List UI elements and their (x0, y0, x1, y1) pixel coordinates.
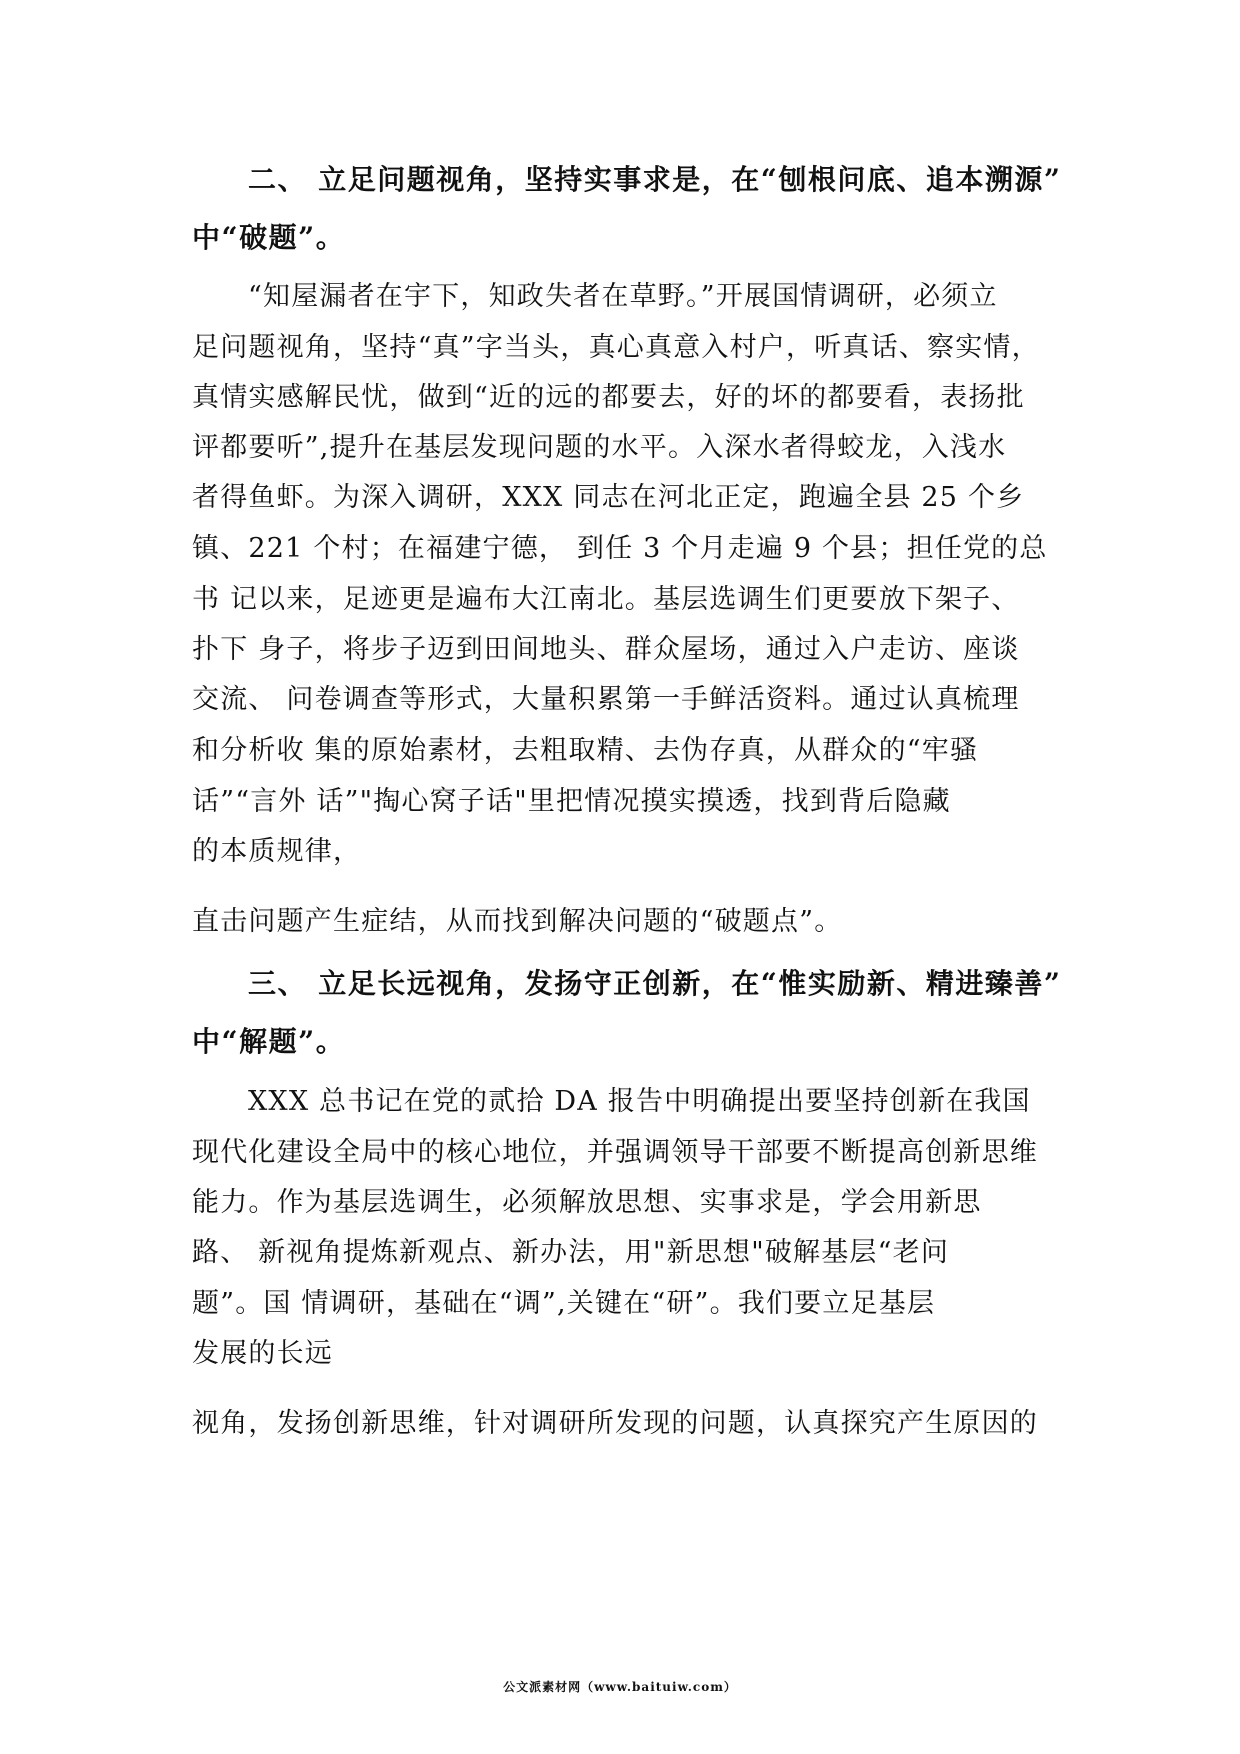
paragraph-line: 书 记以来，足迹更是遍布大江南北。基层选调生们更要放下架子、 (192, 584, 1020, 615)
paragraph-line: 视角，发扬创新思维，针对调研所发现的问题，认真探究产生原因的 (192, 1408, 1038, 1439)
paragraph-line: 发展的长远 (192, 1338, 333, 1369)
paragraph-line: 者得鱼虾。为深入调研，XXX 同志在河北正定，跑遍全县 25 个乡 (192, 482, 1025, 513)
paragraph-line: 的本质规律， (192, 836, 362, 867)
paragraph-line: 直击问题产生症结，从而找到解决问题的“破题点”。 (192, 906, 843, 937)
paragraph-line: 题”。国 情调研，基础在“调”,关键在“研”。我们要立足基层 (192, 1288, 936, 1319)
section-3-heading: 三、 立足长远视角，发扬守正创新，在“惟实励新、精进臻善” (248, 967, 1062, 1000)
paragraph-line: 足问题视角，坚持“真”字当头，真心真意入村户，听真话、察实情， (192, 332, 1040, 363)
section-3-heading-cont: 中“解题”。 (192, 1025, 346, 1058)
paragraph-line: 能力。作为基层选调生，必须解放思想、实事求是，学会用新思 (192, 1187, 982, 1218)
paragraph-line: 真情实感解民忧，做到“近的远的都要去，好的坏的都要看，表扬批 (192, 382, 1025, 413)
paragraph-line: 评都要听”,提升在基层发现问题的水平。入深水者得蛟龙，入浅水 (192, 432, 1007, 463)
paragraph-line: 现代化建设全局中的核心地位，并强调领导干部要不断提高创新思维 (192, 1137, 1038, 1168)
paragraph-line: 交流、 问卷调查等形式，大量积累第一手鲜活资料。通过认真梳理 (192, 684, 1020, 715)
paragraph-line: 扑下 身子，将步子迈到田间地头、群众屋场，通过入户走访、座谈 (192, 634, 1020, 665)
section-2-heading-cont: 中“破题”。 (192, 221, 346, 254)
paragraph-line: 路、 新视角提炼新观点、新办法，用"新思想"破解基层“老问 (192, 1237, 950, 1268)
paragraph-line: XXX 总书记在党的贰拾 DA 报告中明确提出要坚持创新在我国 (248, 1086, 1031, 1117)
section-2-heading: 二、 立足问题视角，坚持实事求是，在“刨根问底、追本溯源” (248, 163, 1062, 196)
paragraph-line: “知屋漏者在宇下，知政失者在草野。”开展国情调研，必须立 (248, 281, 998, 312)
paragraph-line: 镇、221 个村；在福建宁德， 到任 3 个月走遍 9 个县；担任党的总 (192, 533, 1048, 564)
footer-site-label: 公文派素材网（www.baituiw.com） (503, 1680, 737, 1694)
paragraph-line: 话”“言外 话”"掏心窝子话"里把情况摸实摸透，找到背后隐藏 (192, 786, 951, 817)
paragraph-line: 和分析收 集的原始素材，去粗取精、去伪存真，从群众的“牢骚 (192, 735, 979, 766)
